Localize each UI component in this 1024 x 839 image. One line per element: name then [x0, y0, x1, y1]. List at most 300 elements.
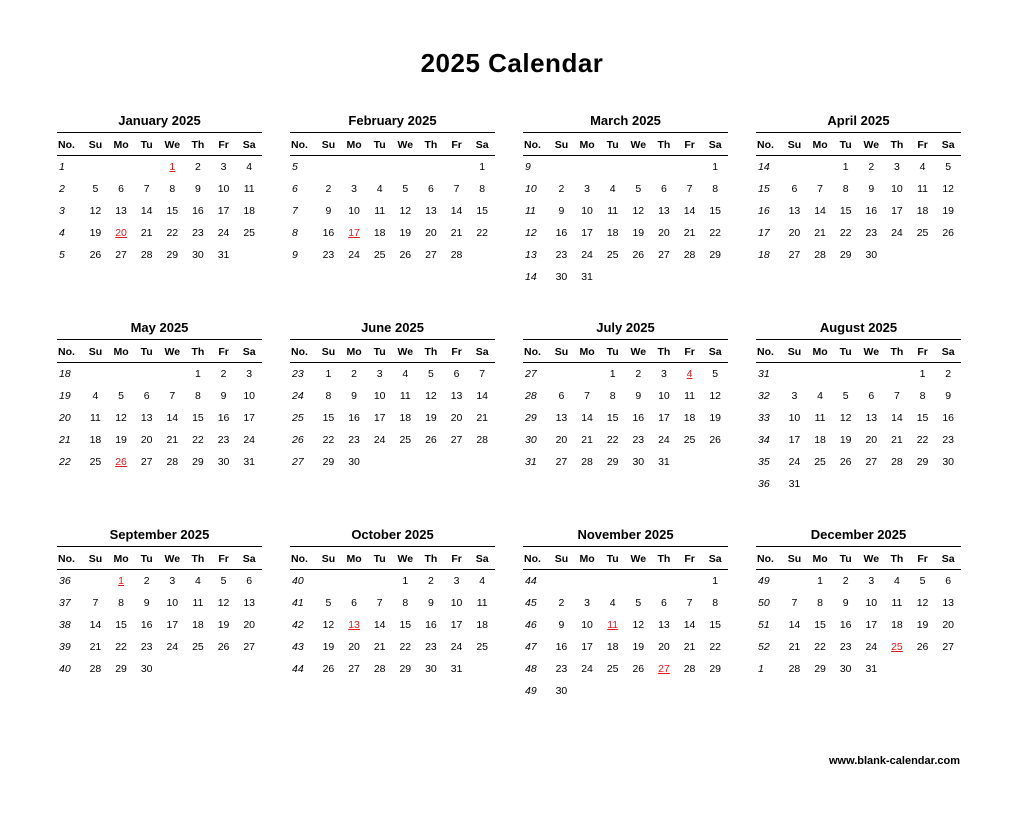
day-cell[interactable]: 25 — [476, 640, 489, 653]
day-cell[interactable]: 17 — [581, 640, 593, 653]
day-cell[interactable]: 13 — [865, 411, 878, 424]
day-cell[interactable]: 29 — [709, 662, 722, 675]
day-cell[interactable]: 10 — [788, 411, 801, 424]
day-cell[interactable]: 7 — [584, 389, 590, 402]
day-cell[interactable]: 14 — [891, 411, 903, 424]
day-cell[interactable]: 12 — [322, 618, 335, 631]
day-cell[interactable]: 26 — [217, 640, 230, 653]
day-cell[interactable]: 4 — [894, 574, 900, 587]
day-cell[interactable]: 19 — [942, 204, 955, 217]
day-cell[interactable]: 25 — [243, 226, 256, 239]
day-cell[interactable]: 8 — [842, 182, 849, 195]
day-cell[interactable]: 11 — [607, 204, 619, 217]
day-cell[interactable]: 5 — [402, 182, 409, 195]
day-cell[interactable]: 9 — [635, 389, 642, 402]
day-cell[interactable]: 2 — [635, 367, 642, 380]
day-cell[interactable]: 18 — [683, 411, 696, 424]
day-cell[interactable]: 3 — [220, 160, 227, 173]
day-cell[interactable]: 24 — [373, 433, 386, 446]
day-cell[interactable]: 20 — [425, 226, 437, 239]
day-cell[interactable]: 10 — [217, 182, 230, 195]
day-cell[interactable]: 16 — [632, 411, 645, 424]
day-cell[interactable]: 6 — [661, 596, 667, 609]
day-cell[interactable]: 21 — [373, 640, 386, 653]
day-cell[interactable]: 28 — [581, 455, 593, 468]
day-cell[interactable]: 22 — [814, 640, 826, 653]
day-cell[interactable]: 7 — [817, 182, 823, 195]
day-cell[interactable]: 5 — [945, 160, 952, 173]
day-cell[interactable]: 9 — [842, 596, 849, 609]
day-cell[interactable]: 22 — [839, 226, 852, 239]
day-cell[interactable]: 23 — [839, 640, 852, 653]
day-cell[interactable]: 21 — [476, 411, 489, 424]
day-cell[interactable]: 15 — [709, 204, 722, 217]
day-cell[interactable]: 29 — [399, 662, 412, 675]
day-cell[interactable]: 27 — [658, 248, 670, 261]
day-cell[interactable]: 12 — [115, 411, 127, 424]
day-cell[interactable]: 1 — [402, 574, 409, 587]
day-cell[interactable]: 7 — [92, 596, 99, 609]
day-cell[interactable]: 3 — [246, 367, 253, 380]
day-cell[interactable]: 23 — [555, 248, 568, 261]
day-cell[interactable]: 30 — [632, 455, 645, 468]
day-cell[interactable]: 15 — [166, 204, 179, 217]
day-cell[interactable]: 8 — [479, 182, 486, 195]
day-cell[interactable]: 17 — [243, 411, 256, 424]
day-cell[interactable]: 23 — [192, 226, 204, 239]
day-cell[interactable]: 30 — [555, 684, 568, 697]
day-cell[interactable]: 2 — [558, 596, 565, 609]
day-cell[interactable]: 19 — [916, 618, 929, 631]
day-cell[interactable]: 29 — [916, 455, 929, 468]
day-cell[interactable]: 13 — [115, 204, 127, 217]
day-cell[interactable]: 19 — [115, 433, 127, 446]
day-cell[interactable]: 19 — [217, 618, 230, 631]
day-cell[interactable]: 24 — [891, 226, 903, 239]
day-cell-holiday[interactable]: 13 — [348, 618, 360, 631]
day-cell[interactable]: 20 — [942, 618, 955, 631]
day-cell[interactable]: 17 — [581, 226, 593, 239]
day-cell[interactable]: 1 — [712, 574, 719, 587]
day-cell[interactable]: 2 — [351, 367, 357, 380]
day-cell[interactable]: 13 — [140, 411, 153, 424]
day-cell[interactable]: 5 — [635, 182, 642, 195]
day-cell[interactable]: 18 — [916, 204, 929, 217]
day-cell[interactable]: 21 — [140, 226, 153, 239]
day-cell[interactable]: 28 — [891, 455, 903, 468]
day-cell[interactable]: 16 — [425, 618, 437, 631]
day-cell[interactable]: 26 — [322, 662, 335, 675]
day-cell[interactable]: 30 — [865, 248, 878, 261]
day-cell[interactable]: 2 — [428, 574, 434, 587]
day-cell[interactable]: 5 — [842, 389, 849, 402]
day-cell[interactable]: 23 — [217, 433, 230, 446]
day-cell[interactable]: 24 — [348, 248, 360, 261]
day-cell[interactable]: 1 — [195, 367, 201, 380]
day-cell[interactable]: 7 — [686, 596, 693, 609]
day-cell[interactable]: 30 — [192, 248, 204, 261]
day-cell[interactable]: 1 — [609, 367, 616, 380]
day-cell[interactable]: 15 — [916, 411, 929, 424]
day-cell[interactable]: 9 — [195, 182, 201, 195]
day-cell[interactable]: 12 — [632, 618, 645, 631]
day-cell[interactable]: 18 — [243, 204, 256, 217]
day-cell[interactable]: 25 — [89, 455, 102, 468]
day-cell[interactable]: 4 — [479, 574, 486, 587]
day-cell[interactable]: 24 — [243, 433, 256, 446]
day-cell[interactable]: 29 — [814, 662, 826, 675]
day-cell[interactable]: 22 — [476, 226, 489, 239]
day-cell-holiday[interactable]: 1 — [118, 574, 124, 587]
day-cell[interactable]: 26 — [632, 248, 645, 261]
day-cell[interactable]: 24 — [166, 640, 179, 653]
day-cell[interactable]: 16 — [322, 226, 335, 239]
day-cell[interactable]: 11 — [917, 182, 929, 195]
day-cell[interactable]: 23 — [632, 433, 645, 446]
day-cell[interactable]: 18 — [814, 433, 826, 446]
day-cell[interactable]: 18 — [373, 226, 386, 239]
day-cell[interactable]: 4 — [195, 574, 201, 587]
day-cell-holiday[interactable]: 11 — [607, 618, 619, 631]
day-cell[interactable]: 6 — [868, 389, 875, 402]
day-cell[interactable]: 7 — [143, 182, 150, 195]
day-cell[interactable]: 26 — [89, 248, 102, 261]
day-cell[interactable]: 25 — [916, 226, 929, 239]
day-cell[interactable]: 22 — [709, 640, 722, 653]
day-cell[interactable]: 19 — [399, 226, 412, 239]
day-cell[interactable]: 31 — [788, 477, 801, 490]
day-cell[interactable]: 2 — [143, 574, 150, 587]
day-cell[interactable]: 27 — [865, 455, 878, 468]
day-cell[interactable]: 30 — [839, 662, 852, 675]
day-cell[interactable]: 4 — [402, 367, 409, 380]
day-cell[interactable]: 19 — [839, 433, 852, 446]
day-cell[interactable]: 31 — [243, 455, 256, 468]
day-cell[interactable]: 7 — [686, 182, 693, 195]
day-cell[interactable]: 7 — [894, 389, 900, 402]
day-cell[interactable]: 13 — [658, 618, 670, 631]
day-cell[interactable]: 24 — [658, 433, 670, 446]
day-cell[interactable]: 11 — [891, 596, 903, 609]
day-cell[interactable]: 16 — [839, 618, 852, 631]
day-cell[interactable]: 24 — [450, 640, 463, 653]
day-cell[interactable]: 21 — [89, 640, 102, 653]
day-cell[interactable]: 8 — [609, 389, 616, 402]
day-cell[interactable]: 29 — [606, 455, 619, 468]
day-cell[interactable]: 15 — [322, 411, 335, 424]
day-cell[interactable]: 4 — [246, 160, 253, 173]
day-cell[interactable]: 6 — [661, 182, 667, 195]
day-cell[interactable]: 6 — [428, 182, 434, 195]
day-cell[interactable]: 18 — [606, 226, 619, 239]
day-cell[interactable]: 5 — [919, 574, 926, 587]
day-cell[interactable]: 17 — [373, 411, 386, 424]
day-cell[interactable]: 27 — [788, 248, 801, 261]
day-cell[interactable]: 15 — [839, 204, 852, 217]
day-cell[interactable]: 3 — [453, 574, 460, 587]
day-cell[interactable]: 3 — [868, 574, 875, 587]
day-cell[interactable]: 26 — [709, 433, 722, 446]
day-cell[interactable]: 13 — [425, 204, 437, 217]
day-cell[interactable]: 23 — [322, 248, 335, 261]
day-cell[interactable]: 29 — [192, 455, 204, 468]
day-cell[interactable]: 7 — [479, 367, 486, 380]
day-cell[interactable]: 11 — [243, 182, 255, 195]
day-cell[interactable]: 2 — [220, 367, 227, 380]
day-cell[interactable]: 14 — [683, 204, 696, 217]
day-cell[interactable]: 29 — [839, 248, 852, 261]
day-cell[interactable]: 6 — [558, 389, 565, 402]
day-cell[interactable]: 27 — [555, 455, 568, 468]
day-cell[interactable]: 26 — [399, 248, 412, 261]
day-cell[interactable]: 23 — [555, 662, 568, 675]
day-cell[interactable]: 14 — [788, 618, 801, 631]
day-cell[interactable]: 6 — [118, 182, 124, 195]
day-cell[interactable]: 31 — [658, 455, 670, 468]
day-cell[interactable]: 2 — [325, 182, 332, 195]
day-cell[interactable]: 25 — [606, 662, 619, 675]
day-cell[interactable]: 17 — [450, 618, 463, 631]
day-cell[interactable]: 4 — [609, 596, 616, 609]
day-cell[interactable]: 22 — [709, 226, 722, 239]
day-cell[interactable]: 15 — [814, 618, 826, 631]
day-cell[interactable]: 28 — [166, 455, 179, 468]
day-cell[interactable]: 9 — [428, 596, 434, 609]
day-cell[interactable]: 7 — [453, 182, 460, 195]
day-cell[interactable]: 8 — [919, 389, 926, 402]
day-cell[interactable]: 25 — [373, 248, 386, 261]
day-cell[interactable]: 13 — [450, 389, 463, 402]
day-cell-holiday[interactable]: 17 — [348, 226, 360, 239]
day-cell[interactable]: 17 — [891, 204, 903, 217]
day-cell[interactable]: 3 — [351, 182, 357, 195]
day-cell[interactable]: 13 — [658, 204, 670, 217]
day-cell[interactable]: 19 — [632, 640, 645, 653]
day-cell[interactable]: 25 — [192, 640, 204, 653]
day-cell[interactable]: 11 — [476, 596, 488, 609]
day-cell[interactable]: 16 — [555, 640, 568, 653]
day-cell[interactable]: 9 — [220, 389, 227, 402]
day-cell[interactable]: 17 — [217, 204, 230, 217]
day-cell[interactable]: 9 — [143, 596, 150, 609]
day-cell[interactable]: 23 — [425, 640, 437, 653]
day-cell[interactable]: 2 — [195, 160, 201, 173]
day-cell[interactable]: 1 — [919, 367, 926, 380]
day-cell[interactable]: 19 — [425, 411, 437, 424]
day-cell[interactable]: 27 — [450, 433, 463, 446]
day-cell[interactable]: 30 — [425, 662, 437, 675]
day-cell[interactable]: 14 — [450, 204, 463, 217]
day-cell-holiday[interactable]: 27 — [658, 662, 670, 675]
day-cell[interactable]: 12 — [839, 411, 852, 424]
day-cell[interactable]: 5 — [428, 367, 434, 380]
day-cell[interactable]: 14 — [683, 618, 696, 631]
day-cell[interactable]: 10 — [166, 596, 179, 609]
day-cell[interactable]: 28 — [683, 248, 696, 261]
day-cell[interactable]: 12 — [632, 204, 645, 217]
day-cell[interactable]: 8 — [817, 596, 823, 609]
day-cell[interactable]: 17 — [788, 433, 801, 446]
day-cell[interactable]: 18 — [606, 640, 619, 653]
day-cell[interactable]: 29 — [709, 248, 722, 261]
day-cell[interactable]: 31 — [865, 662, 878, 675]
day-cell[interactable]: 1 — [325, 367, 332, 380]
day-cell[interactable]: 21 — [166, 433, 179, 446]
day-cell[interactable]: 9 — [351, 389, 357, 402]
day-cell[interactable]: 16 — [192, 204, 204, 217]
day-cell[interactable]: 30 — [942, 455, 955, 468]
day-cell-holiday[interactable]: 20 — [115, 226, 127, 239]
day-cell[interactable]: 15 — [192, 411, 204, 424]
day-cell[interactable]: 4 — [609, 182, 616, 195]
day-cell[interactable]: 28 — [814, 248, 826, 261]
day-cell[interactable]: 16 — [942, 411, 955, 424]
day-cell[interactable]: 20 — [140, 433, 153, 446]
day-cell[interactable]: 4 — [92, 389, 99, 402]
day-cell[interactable]: 3 — [584, 182, 590, 195]
day-cell[interactable]: 24 — [788, 455, 801, 468]
day-cell[interactable]: 19 — [89, 226, 102, 239]
day-cell[interactable]: 8 — [195, 389, 201, 402]
day-cell[interactable]: 5 — [712, 367, 719, 380]
day-cell[interactable]: 14 — [814, 204, 826, 217]
day-cell[interactable]: 10 — [348, 204, 360, 217]
day-cell[interactable]: 12 — [217, 596, 230, 609]
day-cell[interactable]: 1 — [479, 160, 486, 173]
day-cell[interactable]: 9 — [558, 204, 565, 217]
day-cell[interactable]: 1 — [817, 574, 823, 587]
day-cell-holiday[interactable]: 25 — [891, 640, 903, 653]
day-cell[interactable]: 13 — [942, 596, 955, 609]
day-cell[interactable]: 4 — [817, 389, 823, 402]
day-cell[interactable]: 26 — [425, 433, 437, 446]
day-cell[interactable]: 10 — [373, 389, 386, 402]
day-cell[interactable]: 5 — [118, 389, 124, 402]
day-cell[interactable]: 30 — [348, 455, 360, 468]
day-cell[interactable]: 28 — [89, 662, 102, 675]
day-cell[interactable]: 5 — [92, 182, 99, 195]
day-cell[interactable]: 3 — [791, 389, 798, 402]
day-cell[interactable]: 8 — [169, 182, 176, 195]
day-cell[interactable]: 23 — [348, 433, 360, 446]
day-cell[interactable]: 26 — [942, 226, 955, 239]
day-cell[interactable]: 16 — [140, 618, 153, 631]
day-cell[interactable]: 24 — [865, 640, 878, 653]
day-cell[interactable]: 30 — [217, 455, 230, 468]
day-cell[interactable]: 10 — [581, 618, 593, 631]
day-cell[interactable]: 11 — [192, 596, 204, 609]
day-cell[interactable]: 5 — [635, 596, 642, 609]
day-cell[interactable]: 24 — [581, 662, 593, 675]
day-cell[interactable]: 8 — [712, 182, 719, 195]
day-cell[interactable]: 12 — [916, 596, 929, 609]
day-cell[interactable]: 28 — [683, 662, 696, 675]
day-cell[interactable]: 6 — [143, 389, 150, 402]
day-cell[interactable]: 13 — [788, 204, 801, 217]
day-cell[interactable]: 20 — [348, 640, 360, 653]
day-cell[interactable]: 30 — [555, 270, 568, 283]
day-cell[interactable]: 30 — [140, 662, 153, 675]
day-cell[interactable]: 15 — [606, 411, 619, 424]
day-cell[interactable]: 18 — [476, 618, 489, 631]
day-cell[interactable]: 16 — [217, 411, 230, 424]
day-cell[interactable]: 14 — [140, 204, 153, 217]
day-cell[interactable]: 2 — [842, 574, 849, 587]
day-cell[interactable]: 31 — [450, 662, 463, 675]
day-cell[interactable]: 24 — [217, 226, 230, 239]
day-cell[interactable]: 6 — [453, 367, 460, 380]
day-cell[interactable]: 28 — [788, 662, 801, 675]
day-cell[interactable]: 18 — [891, 618, 903, 631]
day-cell[interactable]: 12 — [709, 389, 722, 402]
day-cell[interactable]: 14 — [476, 389, 489, 402]
day-cell[interactable]: 7 — [791, 596, 798, 609]
day-cell[interactable]: 15 — [115, 618, 127, 631]
day-cell[interactable]: 3 — [894, 160, 900, 173]
day-cell[interactable]: 15 — [399, 618, 412, 631]
day-cell[interactable]: 21 — [450, 226, 463, 239]
day-cell[interactable]: 11 — [89, 411, 101, 424]
day-cell[interactable]: 10 — [891, 182, 903, 195]
day-cell[interactable]: 12 — [942, 182, 955, 195]
day-cell[interactable]: 16 — [865, 204, 878, 217]
day-cell[interactable]: 2 — [945, 367, 952, 380]
day-cell[interactable]: 29 — [322, 455, 335, 468]
day-cell[interactable]: 3 — [169, 574, 176, 587]
day-cell[interactable]: 20 — [865, 433, 878, 446]
day-cell[interactable]: 12 — [399, 204, 412, 217]
day-cell[interactable]: 6 — [351, 596, 357, 609]
day-cell[interactable]: 2 — [558, 182, 565, 195]
day-cell[interactable]: 20 — [788, 226, 801, 239]
day-cell[interactable]: 14 — [373, 618, 386, 631]
day-cell[interactable]: 19 — [709, 411, 722, 424]
day-cell[interactable]: 11 — [374, 204, 386, 217]
day-cell-holiday[interactable]: 1 — [169, 160, 176, 173]
day-cell[interactable]: 14 — [89, 618, 102, 631]
day-cell[interactable]: 7 — [376, 596, 383, 609]
day-cell[interactable]: 6 — [945, 574, 952, 587]
day-cell[interactable]: 22 — [322, 433, 335, 446]
day-cell[interactable]: 15 — [709, 618, 722, 631]
day-cell[interactable]: 8 — [118, 596, 124, 609]
day-cell[interactable]: 26 — [839, 455, 852, 468]
day-cell[interactable]: 28 — [450, 248, 463, 261]
day-cell[interactable]: 14 — [581, 411, 593, 424]
day-cell[interactable]: 27 — [243, 640, 256, 653]
day-cell[interactable]: 9 — [325, 204, 332, 217]
day-cell[interactable]: 27 — [115, 248, 127, 261]
day-cell[interactable]: 26 — [632, 662, 645, 675]
day-cell[interactable]: 20 — [658, 226, 670, 239]
day-cell[interactable]: 22 — [115, 640, 127, 653]
day-cell[interactable]: 8 — [712, 596, 719, 609]
day-cell[interactable]: 5 — [220, 574, 227, 587]
day-cell[interactable]: 9 — [558, 618, 565, 631]
day-cell[interactable]: 22 — [399, 640, 412, 653]
day-cell[interactable]: 28 — [140, 248, 153, 261]
day-cell[interactable]: 19 — [632, 226, 645, 239]
day-cell[interactable]: 20 — [658, 640, 670, 653]
day-cell[interactable]: 13 — [555, 411, 568, 424]
day-cell[interactable]: 21 — [788, 640, 801, 653]
day-cell[interactable]: 25 — [606, 248, 619, 261]
day-cell[interactable]: 23 — [140, 640, 153, 653]
day-cell[interactable]: 18 — [399, 411, 412, 424]
day-cell[interactable]: 20 — [555, 433, 568, 446]
day-cell[interactable]: 10 — [581, 204, 593, 217]
day-cell[interactable]: 18 — [89, 433, 102, 446]
